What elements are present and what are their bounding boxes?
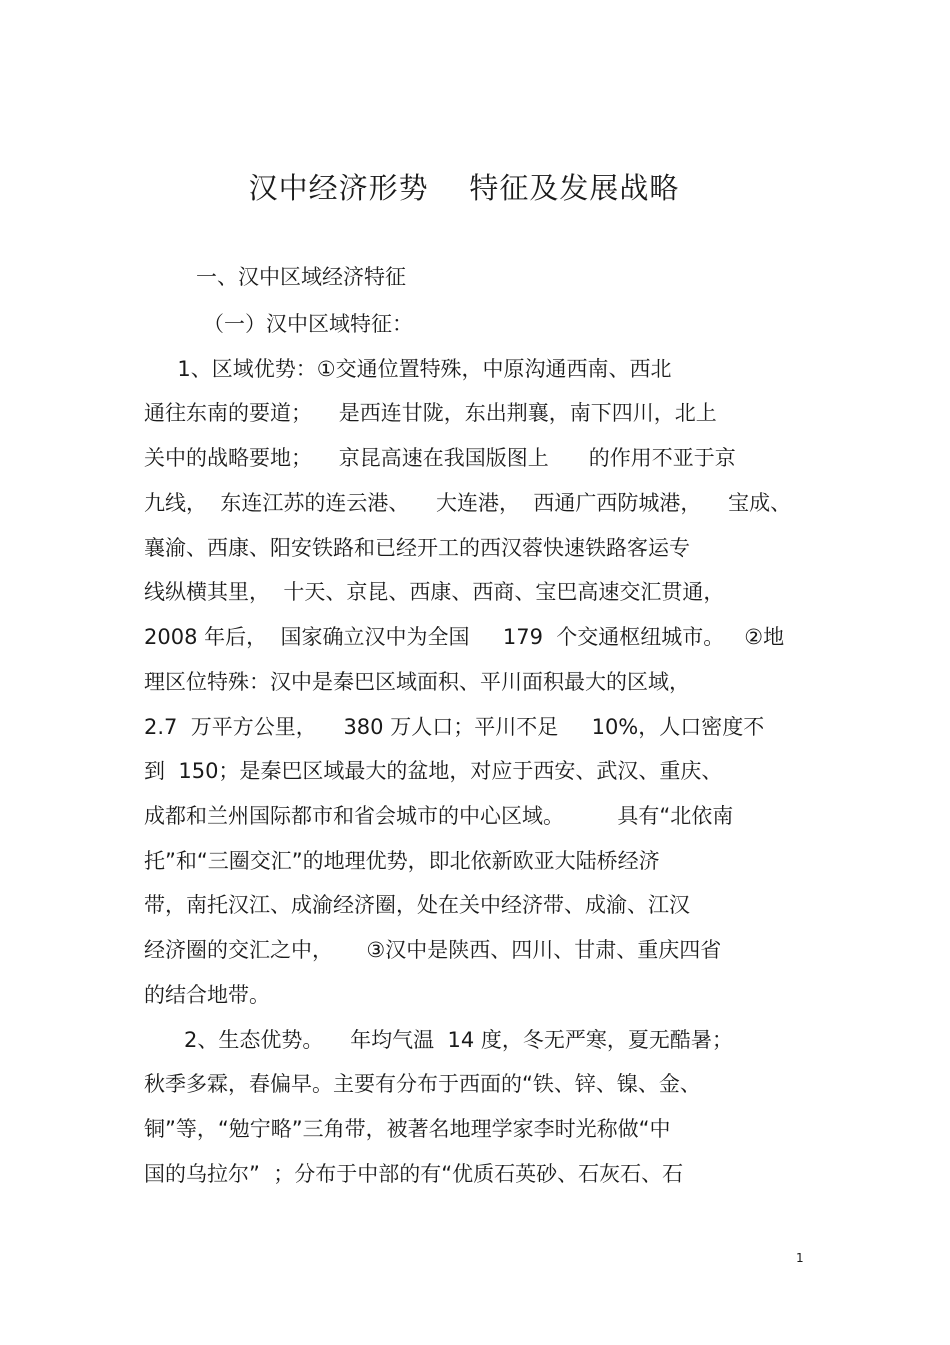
body-line: 关中的战略要地； 京昆高速在我国版图上 的作用不亚于京	[144, 446, 736, 470]
body-line: 2.7 万平方公里， 380 万人口；平川不足 10%，人口密度不	[144, 715, 765, 739]
body-line: 襄渝、西康、阳安铁路和已经开工的西汉蓉快速铁路客运专	[144, 536, 690, 560]
document-title: 汉中经济形势 特征及发展战略	[248, 171, 680, 205]
body-line: 托”和“三圈交汇”的地理优势，即北依新欧亚大陆桥经济	[144, 849, 660, 873]
body-line: 理区位特殊：汉中是秦巴区域面积、平川面积最大的区域，	[144, 670, 690, 694]
subsection-heading: （一）汉中区域特征：	[203, 312, 413, 336]
body-line: 铜”等，“勉宁略”三角带，被著名地理学家李时光称做“中	[144, 1117, 671, 1141]
body-line: 2、生态优势。 年均气温 14 度，冬无严寒，夏无酷暑；	[144, 1028, 733, 1052]
body-line: 秋季多霖，春偏早。主要有分布于西面的“铁、锌、镍、金、	[144, 1072, 701, 1096]
body-line: 国的乌拉尔” ；分布于中部的有“优质石英砂、石灰石、石	[144, 1162, 684, 1186]
body-line: 1、区域优势：①交通位置特殊，中原沟通西南、西北	[144, 357, 672, 381]
body-line: 经济圈的交汇之中， ③汉中是陕西、四川、甘肃、重庆四省	[144, 938, 722, 962]
body-line: 2008 年后， 国家确立汉中为全国 179 个交通枢纽城市。 ②地	[144, 625, 785, 649]
body-line: 到 150；是秦巴区域最大的盆地，对应于西安、武汉、重庆、	[144, 759, 723, 783]
body-line: 成都和兰州国际都市和省会城市的中心区域。 具有“北依南	[144, 804, 734, 828]
body-line: 线纵横其里， 十天、京昆、西康、西商、宝巴高速交汇贯通，	[144, 580, 725, 604]
body-line: 通往东南的要道； 是西连甘陇，东出荆襄，南下四川，北上	[144, 401, 717, 425]
body-line: 带，南托汉江、成渝经济圈，处在关中经济带、成渝、江汉	[144, 893, 690, 917]
section-heading: 一、汉中区域经济特征	[196, 265, 406, 289]
body-line: 的结合地带。	[144, 983, 270, 1007]
body-line: 九线， 东连江苏的连云港、 大连港， 西通广西防城港， 宝成、	[144, 491, 792, 515]
page-number: 1	[796, 1251, 804, 1265]
